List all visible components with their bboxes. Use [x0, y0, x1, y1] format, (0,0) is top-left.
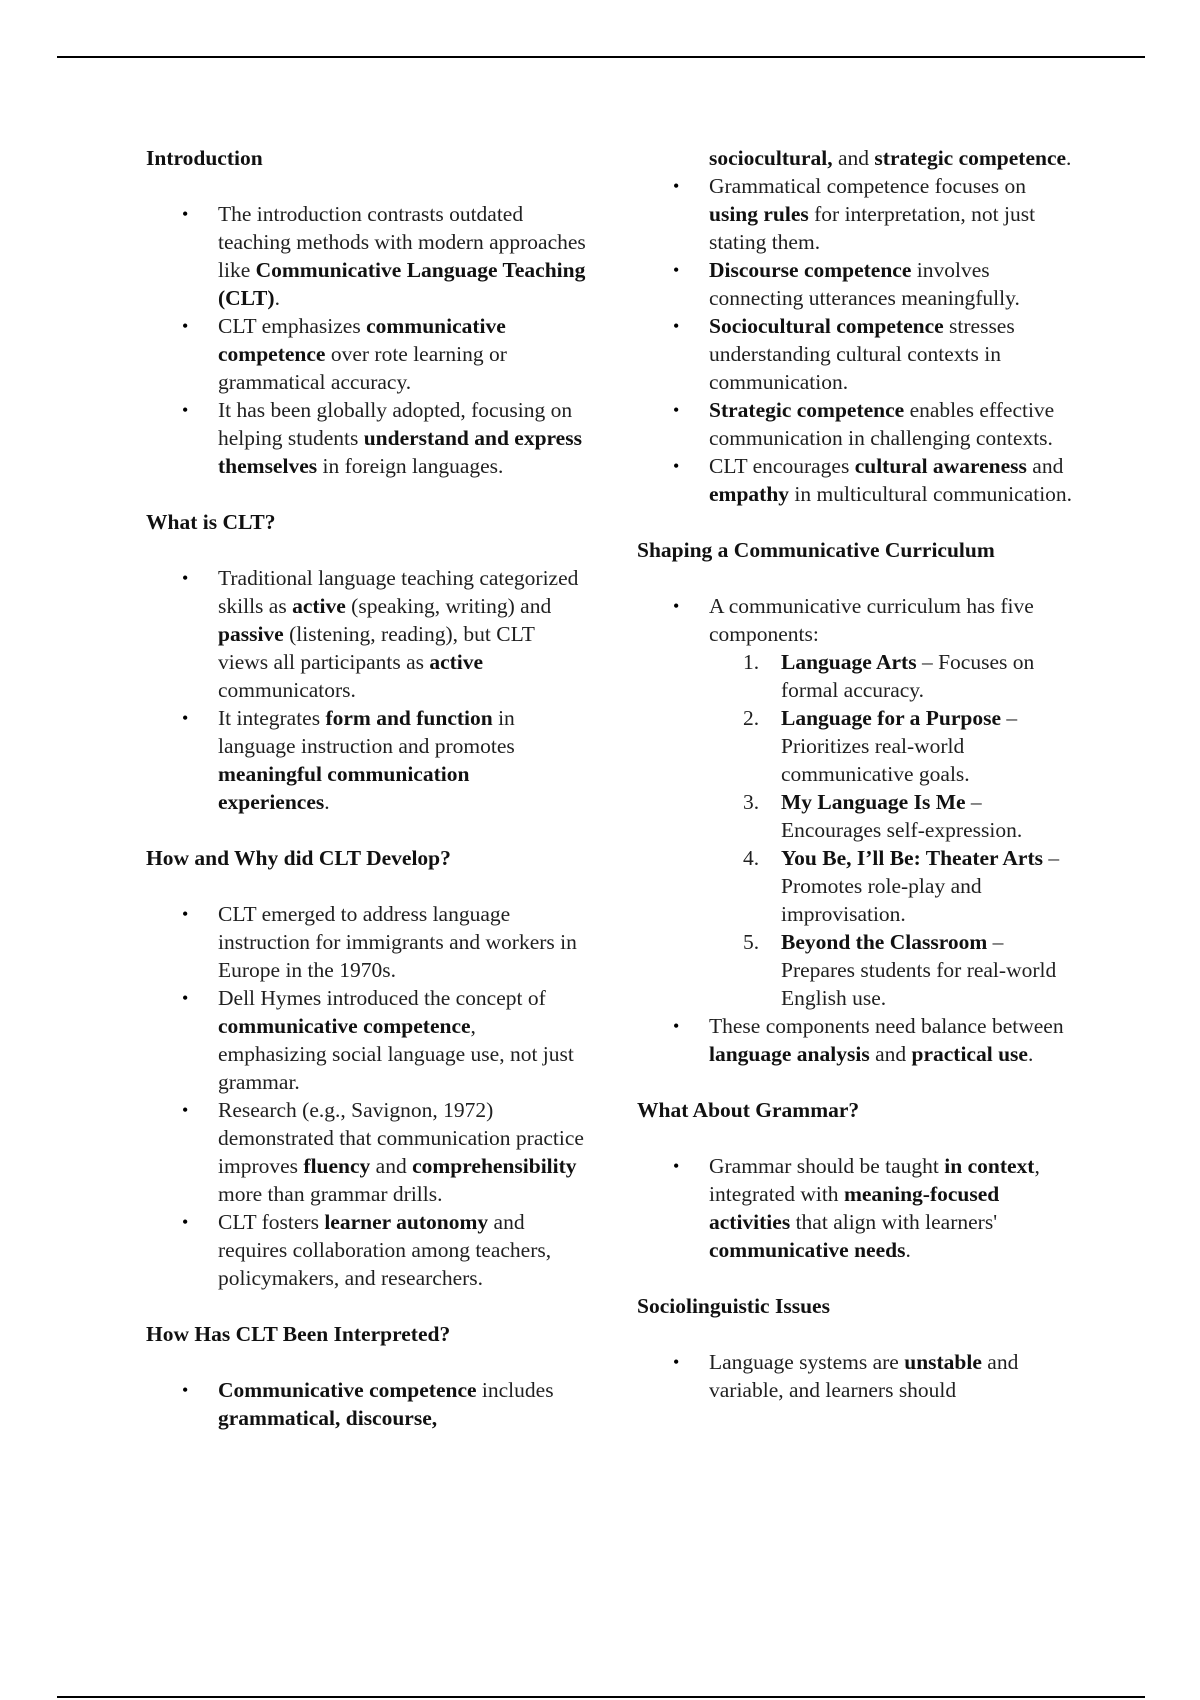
- section-clt-development: [146, 844, 586, 1292]
- list-item: • CLT encourages cultural awareness and empathy in multicultural communication.: [637, 452, 1077, 508]
- list-item: • The introduction contrasts outdated teaching methods with modern approaches like Communicative Language Teaching (CLT).: [146, 200, 586, 312]
- list-item: • Grammatical competence focuses on using rules for interpretation, not just stating them.: [637, 172, 1077, 256]
- bullet-list: [146, 1376, 586, 1432]
- numbered-item: 1. Language Arts – Focuses on formal accuracy.: [743, 650, 1035, 702]
- bullet-list: [637, 1152, 1077, 1264]
- section-grammar: [637, 1096, 1077, 1264]
- list-item: • A communicative curriculum has five components: 1. Language Arts – Focuses on formal accuracy. 2. Language for a Purpose – Prioritizes real-world communicative goals. 3. My Language Is Me – Encourages self-expression. 4. You Be, I’ll Be: Theater Arts – Promotes role-play and improvisation. 5. Beyond the Classroom – Prepares students for real-world English use.: [637, 592, 1077, 1012]
- heading-what-is-clt: What is CLT?: [146, 510, 276, 534]
- bullet-list: [146, 564, 586, 816]
- heading-clt-development: How and Why did CLT Develop?: [146, 846, 451, 870]
- bullet-list: [637, 1348, 1077, 1404]
- numbered-item: 3. My Language Is Me – Encourages self-expression.: [743, 790, 1023, 842]
- numbered-item: 5. Beyond the Classroom – Prepares students for real-world English use.: [743, 930, 1057, 1010]
- numbered-item: 4. You Be, I’ll Be: Theater Arts – Promotes role-play and improvisation.: [743, 846, 1060, 926]
- bullet-list: [146, 900, 586, 1292]
- list-item: • Sociocultural competence stresses understanding cultural contexts in communication.: [637, 312, 1077, 396]
- section-clt-interpreted-continued: [637, 144, 1077, 508]
- section-clt-interpreted: [146, 1320, 586, 1432]
- list-item: • These components need balance between language analysis and practical use.: [637, 1012, 1077, 1068]
- section-sociolinguistic: [637, 1292, 1077, 1404]
- list-item: • Communicative competence includes grammatical, discourse,: [146, 1376, 586, 1432]
- heading-sociolinguistic: Sociolinguistic Issues: [637, 1294, 830, 1318]
- list-item: • CLT emphasizes communicative competence over rote learning or grammatical accuracy.: [146, 312, 586, 396]
- numbered-item: 2. Language for a Purpose – Prioritizes real-world communicative goals.: [743, 706, 1018, 786]
- list-item: • CLT fosters learner autonomy and requires collaboration among teachers, policymakers, and researchers.: [146, 1208, 586, 1292]
- heading-introduction: Introduction: [146, 146, 263, 170]
- list-item: • CLT emerged to address language instruction for immigrants and workers in Europe in the 1970s.: [146, 900, 586, 984]
- section-communicative-curriculum: [637, 536, 1077, 1068]
- list-item: • It has been globally adopted, focusing on helping students understand and express themselves in foreign languages.: [146, 396, 586, 480]
- heading-grammar: What About Grammar?: [637, 1098, 860, 1122]
- section-introduction: [146, 144, 586, 480]
- list-item: • Strategic competence enables effective communication in challenging contexts.: [637, 396, 1077, 452]
- list-item: • Traditional language teaching categorized skills as active (speaking, writing) and passive (listening, reading), but CLT views all participants as active communicators.: [146, 564, 586, 704]
- list-item: • Grammar should be taught in context, integrated with meaning-focused activities that align with learners' communicative needs.: [637, 1152, 1077, 1264]
- heading-communicative-curriculum: Shaping a Communicative Curriculum: [637, 538, 995, 562]
- left-column: [146, 144, 586, 1460]
- heading-clt-interpreted: How Has CLT Been Interpreted?: [146, 1322, 451, 1346]
- bullet-list: [637, 144, 1077, 508]
- bullet-list: [146, 200, 586, 480]
- list-item: • Discourse competence involves connecting utterances meaningfully.: [637, 256, 1077, 312]
- list-item-continued: sociocultural, and strategic competence.: [709, 146, 1072, 170]
- section-what-is-clt: [146, 508, 586, 816]
- list-item: • Research (e.g., Savignon, 1972) demonstrated that communication practice improves fluency and comprehensibility more than grammar drills.: [146, 1096, 586, 1208]
- list-item: • Language systems are unstable and variable, and learners should: [637, 1348, 1077, 1404]
- list-item: • Dell Hymes introduced the concept of communicative competence, emphasizing social language use, not just grammar.: [146, 984, 586, 1096]
- bullet-list: [637, 592, 1077, 1068]
- bottom-rule: [57, 1696, 1145, 1698]
- numbered-list: [709, 648, 1077, 1012]
- right-column: [637, 144, 1077, 1432]
- top-rule: [57, 56, 1145, 58]
- list-item: • It integrates form and function in language instruction and promotes meaningful communication experiences.: [146, 704, 586, 816]
